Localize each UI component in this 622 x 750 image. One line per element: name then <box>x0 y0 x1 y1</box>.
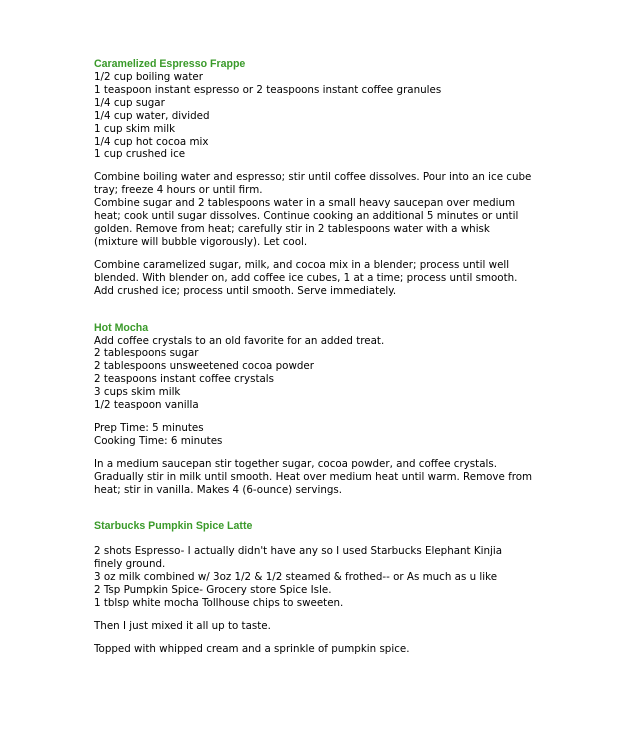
ingredient-list <box>94 347 594 412</box>
text-line: blended. With blender on, add coffee ice cubes, 1 at a time; process until smooth. <box>94 271 518 284</box>
text-line: heat; cook until sugar dissolves. Continue cooking an additional 5 minutes or until <box>94 210 519 223</box>
ingredient-line: 2 tablespoons unsweetened cocoa powder <box>94 360 314 373</box>
ingredient-line: 2 tablespoons sugar <box>94 347 199 360</box>
text-line: Add crushed ice; process until smooth. Serve immediately. <box>94 284 397 297</box>
ingredient-line: 1 teaspoon instant espresso or 2 teaspoons instant coffee granules <box>94 83 442 96</box>
ingredient-line: 1 cup skim milk <box>94 122 176 135</box>
ingredient-line: 1 tblsp white mocha Tollhouse chips to sweeten. <box>94 597 344 610</box>
ingredient-line: 3 cups skim milk <box>94 386 181 399</box>
ingredient-line: 2 Tsp Pumpkin Spice- Grocery store Spice Isle. <box>94 584 332 597</box>
ingredient-line: 1/4 cup sugar <box>94 96 165 109</box>
text-line: golden. Remove from heat; carefully stir in 2 tablespoons water with a whisk <box>94 222 490 235</box>
ingredient-line: 1/2 cup boiling water <box>94 71 203 83</box>
cooking-time: Cooking Time: 6 minutes <box>94 434 223 447</box>
recipe-title: Hot Mocha <box>94 321 149 334</box>
text-line: In a medium saucepan stir together sugar, cocoa powder, and coffee crystals. <box>94 457 498 470</box>
ingredient-line: 2 shots Espresso- I actually didn't have any so I used Starbucks Elephant Kinjia <box>94 545 503 558</box>
text-line: Gradually stir in milk until smooth. Heat over medium heat until warm. Remove from <box>94 470 533 483</box>
recipe-title: Caramelized Espresso Frappe <box>94 58 246 70</box>
text-line: Combine sugar and 2 tablespoons water in a small heavy saucepan over medium <box>94 197 516 210</box>
ingredient-line: finely ground. <box>94 558 166 571</box>
ingredient-line: 1/2 teaspoon vanilla <box>94 399 199 412</box>
directions-paragraph <box>94 171 594 248</box>
text-line: heat; stir in vanilla. Makes 4 (6-ounce) servings. <box>94 483 343 496</box>
recipe-title: Starbucks Pumpkin Spice Latte <box>94 520 253 533</box>
ingredient-line: 1/4 cup hot cocoa mix <box>94 135 209 148</box>
recipe-intro: Add coffee crystals to an old favorite for an added treat. <box>94 334 385 347</box>
directions-paragraph <box>94 259 594 298</box>
ingredient-line: 1 cup crushed ice <box>94 148 186 161</box>
note-line: Then I just mixed it all up to taste. <box>94 620 271 632</box>
text-line: tray; freeze 4 hours or until firm. <box>94 184 263 197</box>
text-line: Combine caramelized sugar, milk, and cocoa mix in a blender; process until well <box>94 258 510 271</box>
ingredient-line: 3 oz milk combined w/ 3oz 1/2 & 1/2 steamed & frothed-- or As much as u like <box>94 571 498 584</box>
ingredient-list <box>94 545 594 610</box>
document-page <box>94 58 594 656</box>
text-line: (mixture will bubble vigorously). Let cool. <box>94 235 308 248</box>
text-line: Combine boiling water and espresso; stir until coffee dissolves. Pour into an ice cube <box>94 171 532 184</box>
directions-paragraph <box>94 458 594 497</box>
ingredient-line: 2 teaspoons instant coffee crystals <box>94 373 275 386</box>
ingredient-list <box>94 71 594 161</box>
ingredient-line: 1/4 cup water, divided <box>94 109 210 122</box>
note-line: Topped with whipped cream and a sprinkle of pumpkin spice. <box>94 642 410 655</box>
prep-time: Prep Time: 5 minutes <box>94 421 204 434</box>
